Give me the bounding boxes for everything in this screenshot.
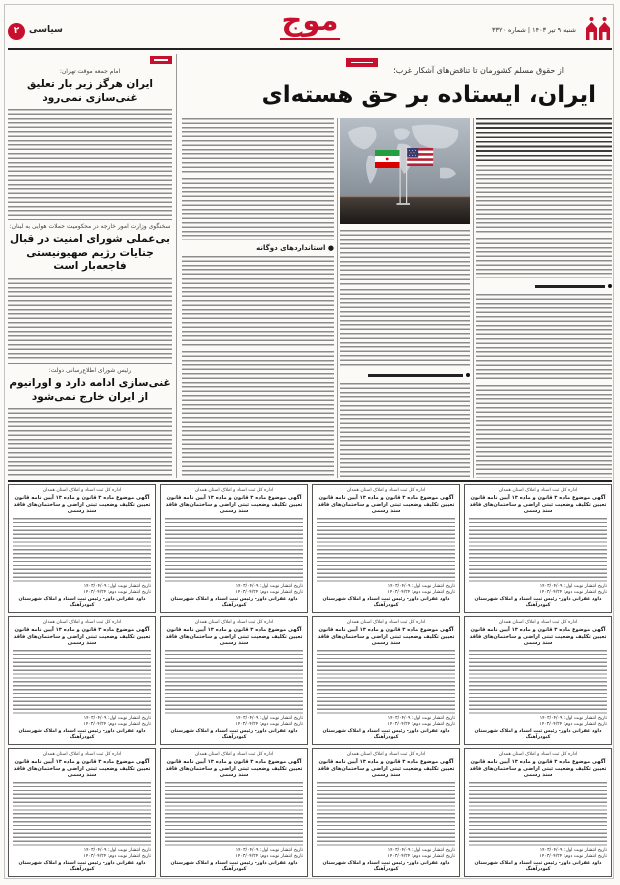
sidebar-story-2 [8, 219, 172, 360]
notice-first-date: تاریخ انتشار نوبت اول: ۱۴۰۳/۰۴/۰۹ [235, 583, 303, 589]
legal-notice [312, 748, 460, 877]
body-text [8, 278, 172, 361]
notice-signer: داود غفرانی داور- رئیس ثبت اسناد و املاک شهرستان کبودرآهنگ [474, 860, 602, 872]
legal-notices-grid [8, 484, 612, 877]
section-label: سیاسی [29, 25, 63, 35]
notice-signer: داود غفرانی داور- رئیس ثبت اسناد و املاک شهرستان کبودرآهنگ [18, 860, 146, 872]
column-rule [337, 118, 338, 478]
body-text [476, 238, 612, 278]
notice-first-date: تاریخ انتشار نوبت اول: ۱۴۰۳/۰۴/۰۹ [539, 847, 607, 853]
legal-notice [312, 616, 460, 745]
notice-second-date: تاریخ انتشار نوبت دوم: ۱۴۰۳/۰۴/۲۴ [387, 721, 455, 727]
notice-org: اداره کل ثبت اسناد و املاک استان همدان [42, 752, 122, 757]
body-text [340, 289, 470, 367]
notice-body-text [469, 782, 607, 846]
logo-wordmark: موج [281, 3, 339, 37]
body-text [182, 256, 334, 348]
notice-first-date: تاریخ انتشار نوبت اول: ۱۴۰۳/۰۴/۰۹ [83, 715, 151, 721]
notice-body-text [317, 650, 455, 714]
body-text [182, 351, 334, 478]
logo-underline [280, 38, 340, 40]
legal-notice [160, 748, 308, 877]
tag-text-illegible [351, 62, 373, 64]
article-category-tag [346, 58, 378, 67]
notice-org: اداره کل ثبت اسناد و املاک استان همدان [498, 488, 578, 493]
notice-title: آگهی موضوع ماده ۳ قانون و ماده ۱۳ آیین نامه قانون تعیین تکلیف وضعیت ثبتی اراضی و ساختمان‌های فاقد سند رسمی [317, 495, 455, 515]
notice-title: آگهی موضوع ماده ۳ قانون و ماده ۱۳ آیین نامه قانون تعیین تکلیف وضعیت ثبتی اراضی و ساختمان‌های فاقد سند رسمی [317, 627, 455, 647]
notice-signer: داود غفرانی داور- رئیس ثبت اسناد و املاک شهرستان کبودرآهنگ [170, 728, 298, 740]
notice-signer: داود غفرانی داور- رئیس ثبت اسناد و املاک شهرستان کبودرآهنگ [474, 728, 602, 740]
bullet-icon [466, 373, 470, 377]
notice-body-text [165, 782, 303, 846]
notice-body-text [13, 782, 151, 846]
body-text [8, 109, 172, 216]
header-rule [8, 48, 612, 50]
notice-signer: داود غفرانی داور- رئیس ثبت اسناد و املاک شهرستان کبودرآهنگ [322, 728, 450, 740]
table-edge [340, 196, 470, 197]
notice-body-text [165, 650, 303, 714]
subhead-text-illegible [535, 285, 605, 288]
sidebar-rule [176, 54, 177, 478]
issue-date-line: شنبه ۹ تیر ۱۴۰۳ | شماره ۳۳۲۰ [492, 26, 576, 34]
article-headline: ایران، ایستاده بر حق هسته‌ای [261, 82, 596, 108]
notice-body-text [469, 650, 607, 714]
legal-notice [464, 748, 612, 877]
notice-signer: داود غفرانی داور- رئیس ثبت اسناد و املاک شهرستان کبودرآهنگ [170, 596, 298, 608]
notice-body-text [469, 518, 607, 582]
article-lead-text [476, 118, 612, 162]
notice-org: اداره کل ثبت اسناد و املاک استان همدان [346, 488, 426, 493]
notice-first-date: تاریخ انتشار نوبت اول: ۱۴۰۳/۰۴/۰۹ [387, 715, 455, 721]
body-text [476, 294, 612, 382]
article-column-2 [340, 230, 470, 478]
notice-org: اداره کل ثبت اسناد و املاک استان همدان [498, 752, 578, 757]
notice-org: اداره کل ثبت اسناد و املاک استان همدان [346, 620, 426, 625]
sidebar-category-tag [150, 56, 172, 64]
notices-rule [8, 480, 612, 482]
notice-second-date: تاریخ انتشار نوبت دوم: ۱۴۰۳/۰۴/۲۴ [539, 853, 607, 859]
article-column-3 [182, 118, 334, 478]
notice-signer: داود غفرانی داور- رئیس ثبت اسناد و املاک شهرستان کبودرآهنگ [170, 860, 298, 872]
notice-first-date: تاریخ انتشار نوبت اول: ۱۴۰۳/۰۴/۰۹ [539, 583, 607, 589]
notice-body-text [165, 518, 303, 582]
legal-notice [312, 484, 460, 613]
bullet-icon [608, 284, 612, 288]
notice-org: اداره کل ثبت اسناد و املاک استان همدان [498, 620, 578, 625]
legal-notice [160, 484, 308, 613]
legal-notice [160, 616, 308, 745]
conference-table [340, 196, 470, 224]
notice-title: آگهی موضوع ماده ۳ قانون و ماده ۱۳ آیین نامه قانون تعیین تکلیف وضعیت ثبتی اراضی و ساختمان‌های فاقد سند رسمی [13, 495, 151, 515]
sidebar-story-1 [8, 56, 172, 216]
legal-notice [8, 484, 156, 613]
notice-title: آگهی موضوع ماده ۳ قانون و ماده ۱۳ آیین نامه قانون تعیین تکلیف وضعیت ثبتی اراضی و ساختمان‌های فاقد سند رسمی [13, 759, 151, 779]
notice-second-date: تاریخ انتشار نوبت دوم: ۱۴۰۳/۰۴/۲۴ [539, 721, 607, 727]
notice-signer: داود غفرانی داور- رئیس ثبت اسناد و املاک شهرستان کبودرآهنگ [474, 596, 602, 608]
notice-second-date: تاریخ انتشار نوبت دوم: ۱۴۰۳/۰۴/۲۴ [539, 589, 607, 595]
notice-org: اداره کل ثبت اسناد و املاک استان همدان [42, 488, 122, 493]
notice-title: آگهی موضوع ماده ۳ قانون و ماده ۱۳ آیین نامه قانون تعیین تکلیف وضعیت ثبتی اراضی و ساختمان‌های فاقد سند رسمی [469, 627, 607, 647]
body-text [476, 385, 612, 478]
notice-first-date: تاریخ انتشار نوبت اول: ۱۴۰۳/۰۴/۰۹ [387, 847, 455, 853]
notice-first-date: تاریخ انتشار نوبت اول: ۱۴۰۳/۰۴/۰۹ [539, 715, 607, 721]
notice-second-date: تاریخ انتشار نوبت دوم: ۱۴۰۳/۰۴/۲۴ [235, 589, 303, 595]
notice-signer: داود غفرانی داور- رئیس ثبت اسناد و املاک شهرستان کبودرآهنگ [322, 860, 450, 872]
notice-first-date: تاریخ انتشار نوبت اول: ۱۴۰۳/۰۴/۰۹ [235, 715, 303, 721]
notice-title: آگهی موضوع ماده ۳ قانون و ماده ۱۳ آیین نامه قانون تعیین تکلیف وضعیت ثبتی اراضی و ساختمان‌های فاقد سند رسمی [165, 495, 303, 515]
notice-title: آگهی موضوع ماده ۳ قانون و ماده ۱۳ آیین نامه قانون تعیین تکلیف وضعیت ثبتی اراضی و ساختمان‌های فاقد سند رسمی [13, 627, 151, 647]
body-text [340, 383, 470, 478]
notice-signer: داود غفرانی داور- رئیس ثبت اسناد و املاک شهرستان کبودرآهنگ [18, 596, 146, 608]
legal-notice [464, 616, 612, 745]
body-text [182, 118, 334, 175]
story-headline: ایران هرگز زیر بار تعلیق غنی‌سازی نمی‌رود [26, 78, 154, 104]
notice-title: آگهی موضوع ماده ۳ قانون و ماده ۱۳ آیین نامه قانون تعیین تکلیف وضعیت ثبتی اراضی و ساختمان‌های فاقد سند رسمی [469, 495, 607, 515]
notice-title: آگهی موضوع ماده ۳ قانون و ماده ۱۳ آیین نامه قانون تعیین تکلیف وضعیت ثبتی اراضی و ساختمان‌های فاقد سند رسمی [165, 759, 303, 779]
sidebar-story-3 [8, 363, 172, 478]
notice-second-date: تاریخ انتشار نوبت دوم: ۱۴۰۳/۰۴/۲۴ [235, 853, 303, 859]
legal-notice [464, 484, 612, 613]
section-subhead [476, 281, 612, 291]
notice-body-text [13, 650, 151, 714]
notice-first-date: تاریخ انتشار نوبت اول: ۱۴۰۳/۰۴/۰۹ [83, 583, 151, 589]
article-kicker: از حقوق مسلم کشورمان تا تناقض‌های آشکار غرب؛ [393, 66, 564, 75]
story-kicker: سخنگوی وزارت امور خارجه در محکومیت حملات هوایی به لبنان: [9, 223, 171, 230]
article-photo [340, 118, 470, 224]
notice-second-date: تاریخ انتشار نوبت دوم: ۱۴۰۳/۰۴/۲۴ [83, 721, 151, 727]
story-kicker: امام جمعه موقت تهران: [59, 68, 121, 75]
notice-first-date: تاریخ انتشار نوبت اول: ۱۴۰۳/۰۴/۰۹ [235, 847, 303, 853]
notice-body-text [317, 518, 455, 582]
body-text [8, 408, 172, 478]
notice-org: اداره کل ثبت اسناد و املاک استان همدان [346, 752, 426, 757]
notice-second-date: تاریخ انتشار نوبت دوم: ۱۴۰۳/۰۴/۲۴ [235, 721, 303, 727]
story-kicker: رئیس شورای اطلاع‌رسانی دولت: [48, 367, 132, 374]
notice-first-date: تاریخ انتشار نوبت اول: ۱۴۰۳/۰۴/۰۹ [83, 847, 151, 853]
newspaper-emblem-icon [585, 16, 611, 42]
notice-second-date: تاریخ انتشار نوبت دوم: ۱۴۰۳/۰۴/۲۴ [83, 589, 151, 595]
column-rule [473, 118, 474, 478]
body-text [476, 165, 612, 235]
tag-text-illegible [154, 59, 168, 61]
body-text [340, 230, 470, 286]
notice-org: اداره کل ثبت اسناد و املاک استان همدان [194, 752, 274, 757]
legal-notice [8, 748, 156, 877]
notice-title: آگهی موضوع ماده ۳ قانون و ماده ۱۳ آیین نامه قانون تعیین تکلیف وضعیت ثبتی اراضی و ساختمان‌های فاقد سند رسمی [165, 627, 303, 647]
page-number-badge: ۲ [8, 23, 25, 40]
notice-org: اداره کل ثبت اسناد و املاک استان همدان [42, 620, 122, 625]
notice-second-date: تاریخ انتشار نوبت دوم: ۱۴۰۳/۰۴/۲۴ [387, 589, 455, 595]
legal-notice [8, 616, 156, 745]
subhead-text-illegible [368, 374, 463, 377]
iran-us-flags-photo [340, 118, 470, 224]
story-headline: غنی‌سازی ادامه دارد و اورانیوم از ایران خارج نمی‌شود [9, 377, 171, 403]
section-subhead-double-standards: ● استانداردهای دوگانه [256, 244, 334, 252]
notice-second-date: تاریخ انتشار نوبت دوم: ۱۴۰۳/۰۴/۲۴ [387, 853, 455, 859]
article-column-1 [476, 118, 612, 478]
notice-signer: داود غفرانی داور- رئیس ثبت اسناد و املاک شهرستان کبودرآهنگ [18, 728, 146, 740]
notice-title: آگهی موضوع ماده ۳ قانون و ماده ۱۳ آیین نامه قانون تعیین تکلیف وضعیت ثبتی اراضی و ساختمان‌های فاقد سند رسمی [317, 759, 455, 779]
notice-org: اداره کل ثبت اسناد و املاک استان همدان [194, 488, 274, 493]
notice-signer: داود غفرانی داور- رئیس ثبت اسناد و املاک شهرستان کبودرآهنگ [322, 596, 450, 608]
story-headline: بی‌عملی شورای امنیت در قبال جنایات رژیم صهیونیستی فاجعه‌بار است [10, 233, 170, 272]
section-subhead [340, 370, 470, 380]
notice-first-date: تاریخ انتشار نوبت اول: ۱۴۰۳/۰۴/۰۹ [387, 583, 455, 589]
notice-body-text [317, 782, 455, 846]
notice-title: آگهی موضوع ماده ۳ قانون و ماده ۱۳ آیین نامه قانون تعیین تکلیف وضعیت ثبتی اراضی و ساختمان‌های فاقد سند رسمی [469, 759, 607, 779]
notice-body-text [13, 518, 151, 582]
notice-second-date: تاریخ انتشار نوبت دوم: ۱۴۰۳/۰۴/۲۴ [83, 853, 151, 859]
body-text [182, 178, 334, 240]
newspaper-logo [262, 2, 358, 46]
notice-org: اداره کل ثبت اسناد و املاک استان همدان [194, 620, 274, 625]
